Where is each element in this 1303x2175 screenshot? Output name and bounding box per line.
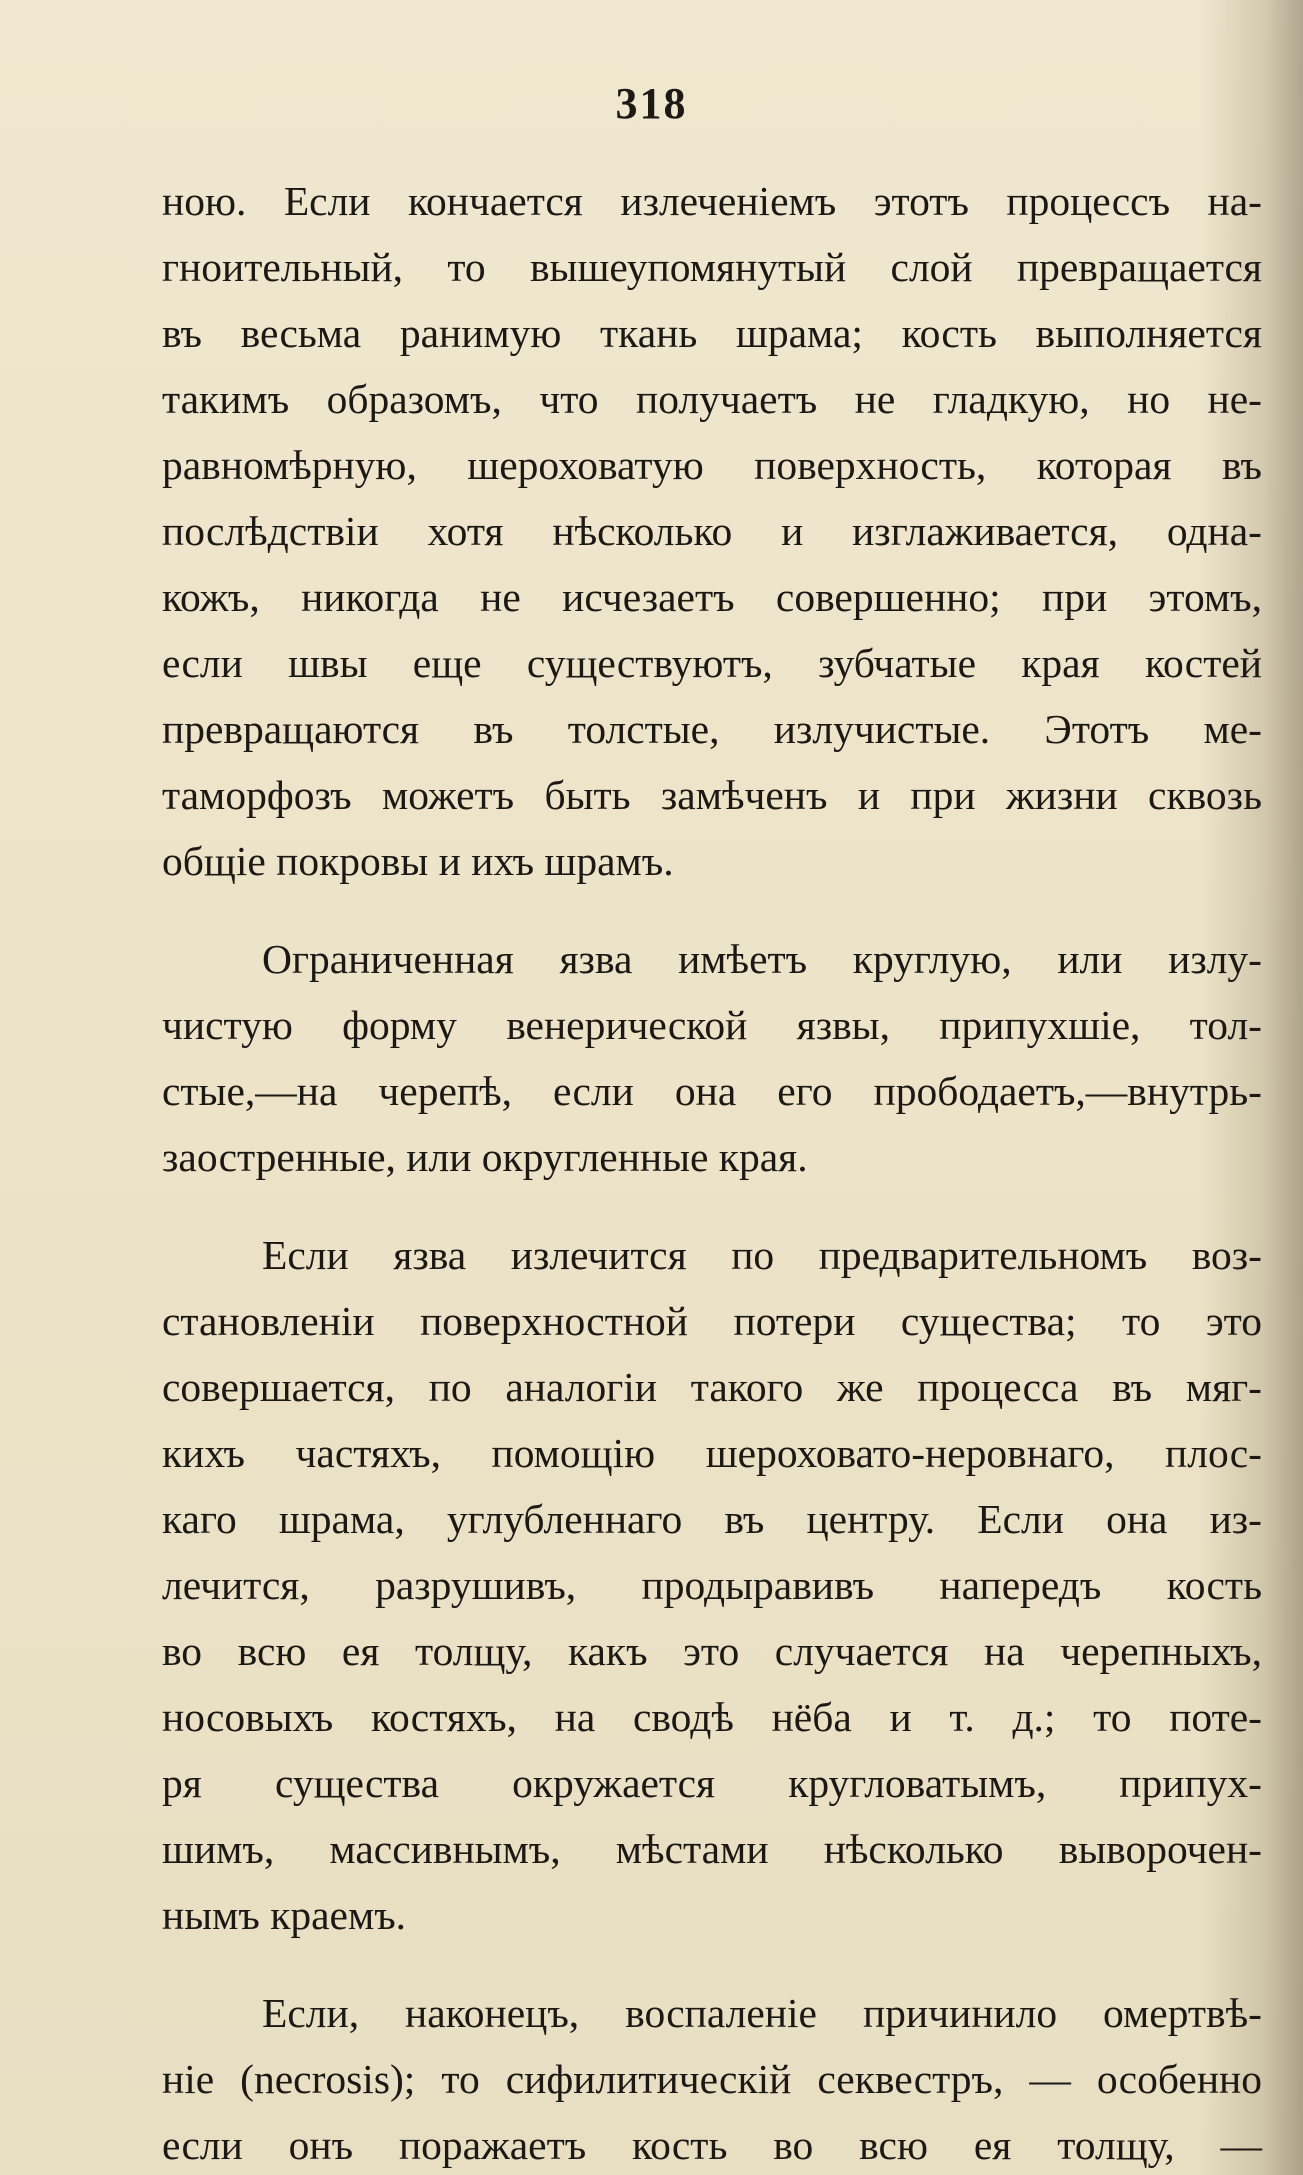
text-line: Если, наконецъ, воспаленіе причинило омертвѣ-	[262, 1990, 1262, 2036]
text-line: ніе (necrosis); то сифилитическій секвестръ, — особенно	[162, 2056, 1262, 2102]
text-line: ря существа окружается кругловатымъ, припух-	[162, 1760, 1262, 1806]
text-line: кихъ частяхъ, помощію шероховато-неровнаго, плос-	[162, 1430, 1262, 1476]
paragraph-1	[162, 168, 1262, 894]
text-line: чистую форму венерической язвы, припухшіе, тол-	[162, 1002, 1262, 1048]
page-number: 318	[615, 79, 688, 128]
text-line: заостренные, или округленные края.	[162, 1134, 808, 1180]
text-line: превращаются въ толстые, излучистые. Этотъ ме-	[162, 706, 1262, 752]
text-line: каго шрама, углубленнаго въ центру. Если она из-	[162, 1496, 1262, 1542]
text-line: гноительный, то вышеупомянутый слой превращается	[162, 244, 1262, 290]
paragraph-gap	[162, 894, 1262, 926]
text-line: такимъ образомъ, что получаетъ не гладкую, но не-	[162, 376, 1262, 422]
text-line: во всю ея толщу, какъ это случается на черепныхъ,	[162, 1628, 1262, 1674]
text-line: становленіи поверхностной потери существа; то это	[162, 1298, 1262, 1344]
text-line: если онъ поражаетъ кость во всю ея толщу, —	[162, 2122, 1262, 2168]
paragraph-gap	[162, 1948, 1262, 1980]
text-line: шимъ, массивнымъ, мѣстами нѣсколько выворочен-	[162, 1826, 1262, 1872]
paragraph-4	[162, 1980, 1262, 2175]
text-line: если швы еще существуютъ, зубчатые края костей	[162, 640, 1262, 686]
text-line: Ограниченная язва имѣетъ круглую, или излу-	[262, 936, 1262, 982]
text-line: ною. Если кончается излеченіемъ этотъ процессъ на-	[162, 178, 1262, 224]
text-line: совершается, по аналогіи такого же процесса въ мяг-	[162, 1364, 1262, 1410]
text-line: таморфозъ можетъ быть замѣченъ и при жизни сквозь	[162, 772, 1262, 818]
paragraph-3	[162, 1222, 1262, 1948]
text-line: общіе покровы и ихъ шрамъ.	[162, 838, 674, 884]
text-line: послѣдствіи хотя нѣсколько и изглаживается, одна-	[162, 508, 1262, 554]
text-line: стые,—на черепѣ, если она его прободаетъ,—внутрь-	[162, 1068, 1262, 1114]
text-line: лечится, разрушивъ, продыравивъ напередъ кость	[162, 1562, 1262, 1608]
paragraph-gap	[162, 1190, 1262, 1222]
body-text	[162, 168, 1262, 2175]
text-line: въ весьма ранимую ткань шрама; кость выполняется	[162, 310, 1262, 356]
paragraph-2	[162, 926, 1262, 1190]
text-line: нымъ краемъ.	[162, 1892, 407, 1938]
text-line: носовыхъ костяхъ, на сводѣ нёба и т. д.; то поте-	[162, 1694, 1262, 1740]
text-line: кожъ, никогда не исчезаетъ совершенно; при этомъ,	[162, 574, 1262, 620]
text-line: равномѣрную, шероховатую поверхность, которая въ	[162, 442, 1262, 488]
text-line: Если язва излечится по предварительномъ воз-	[262, 1232, 1262, 1278]
